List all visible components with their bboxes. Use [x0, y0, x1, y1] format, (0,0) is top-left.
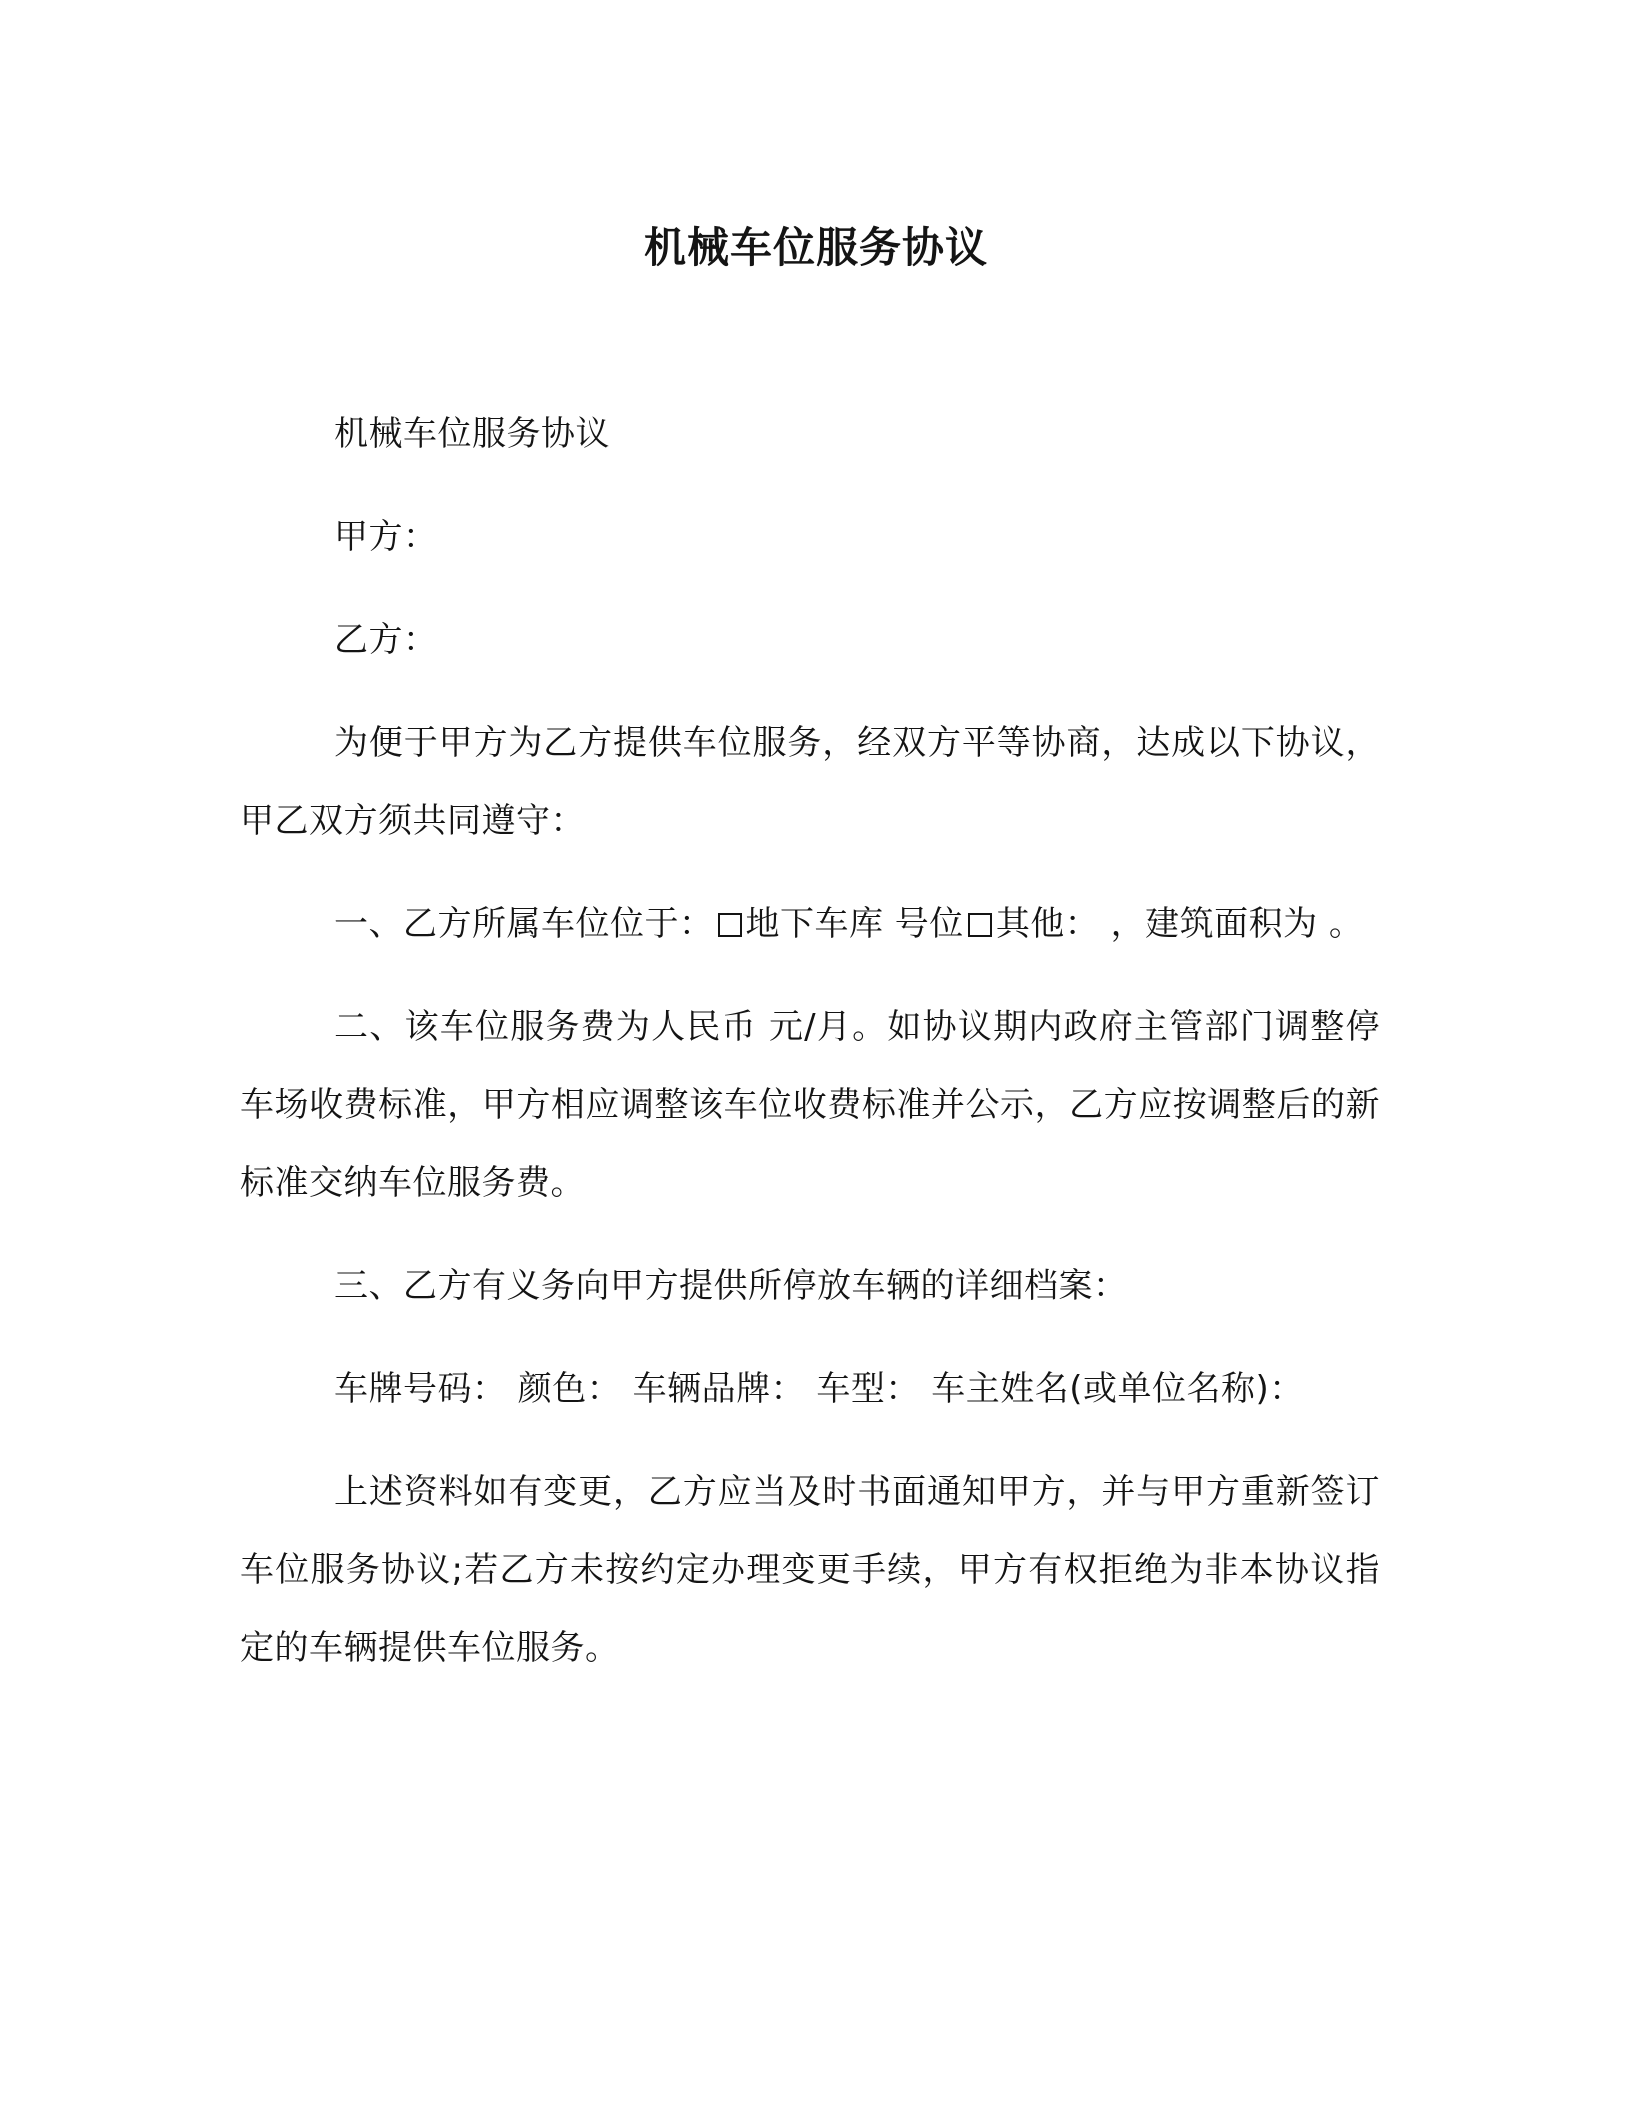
clause-1-text-b: 地下车库 号位: [745, 904, 964, 944]
paragraph-preamble: 为便于甲方为乙方提供车位服务，经双方平等协商，达成以下协议，甲乙双方须共同遵守：: [240, 723, 1380, 841]
clause-1-text-c: 其他： ，建筑面积为 。: [995, 904, 1364, 944]
checkbox-underground-garage[interactable]: [718, 913, 742, 937]
paragraph-clause-2: 二、该车位服务费为人民币 元/月。如协议期内政府主管部门调整停车场收费标准，甲方相应调整该车位收费标准并公示，乙方应按调整后的新标准交纳车位服务费。: [240, 1007, 1380, 1203]
clause-1-text-a: 一、乙方所属车位位于：: [334, 904, 714, 944]
paragraph-clause-1: [240, 885, 1380, 963]
checkbox-other[interactable]: [968, 913, 992, 937]
document-title: 机械车位服务协议: [643, 223, 988, 272]
document-body: [240, 395, 1380, 1712]
paragraph-subtitle: 机械车位服务协议: [334, 414, 610, 454]
paragraph-vehicle-fields: 车牌号码： 颜色： 车辆品牌： 车型： 车主姓名(或单位名称)：: [334, 1369, 1304, 1409]
paragraph-party-b: 乙方：: [334, 620, 438, 660]
paragraph-changes: 上述资料如有变更，乙方应当及时书面通知甲方，并与甲方重新签订车位服务协议;若乙方未按约定办理变更手续，甲方有权拒绝为非本协议指定的车辆提供车位服务。: [240, 1472, 1380, 1668]
paragraph-party-a: 甲方：: [334, 517, 438, 557]
paragraph-clause-3: 三、乙方有义务向甲方提供所停放车辆的详细档案：: [334, 1266, 1128, 1306]
